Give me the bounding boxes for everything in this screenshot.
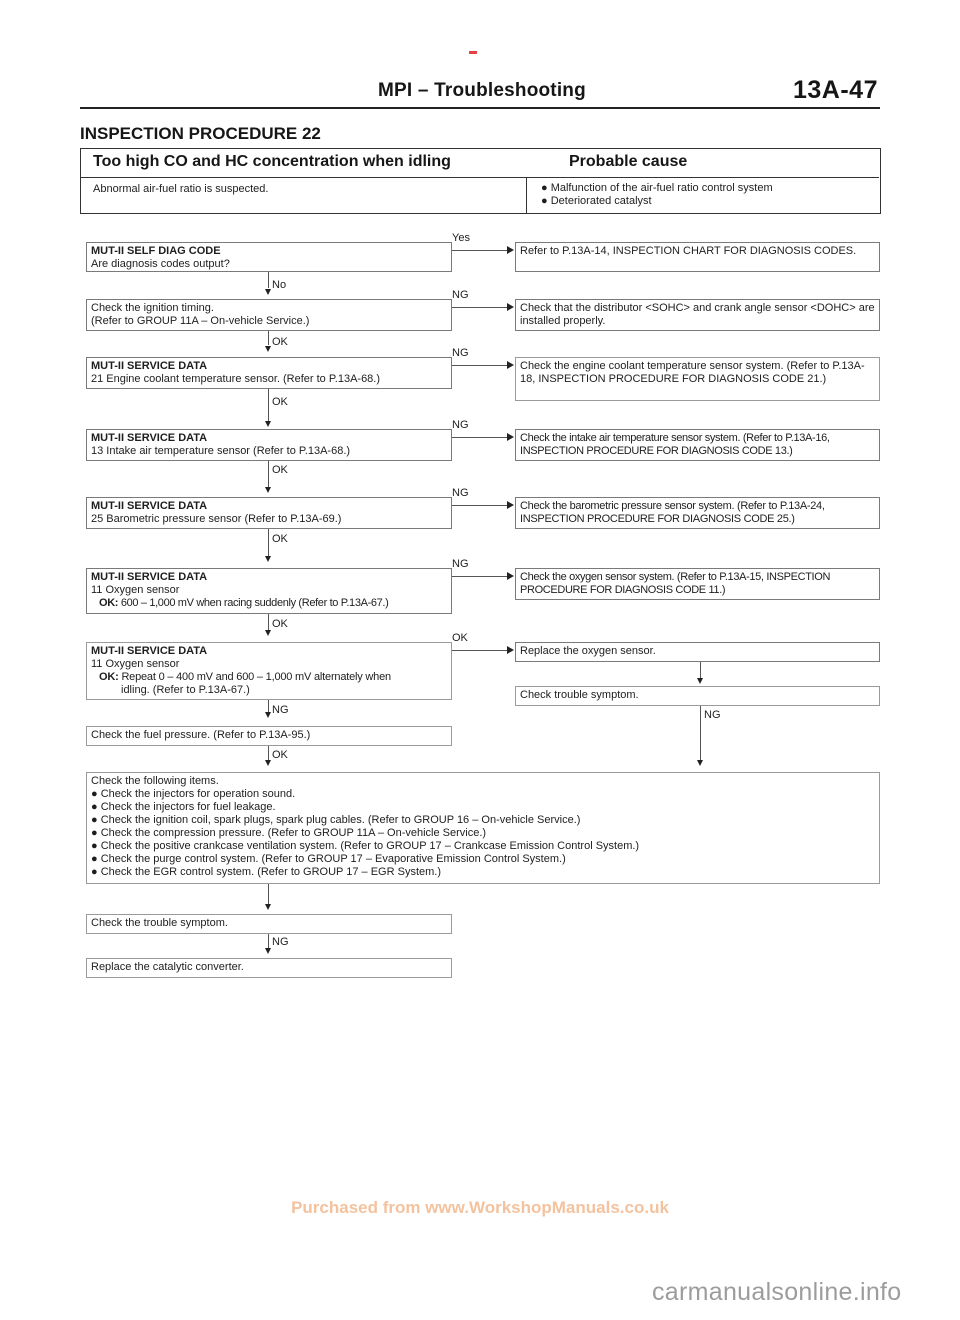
next-label: No — [272, 279, 287, 291]
next-label: NG — [272, 936, 289, 948]
footer-link[interactable]: Purchased from www.WorkshopManuals.co.uk — [291, 1198, 669, 1217]
connector — [700, 706, 701, 760]
flow-box-check-items: Check the following items. ● Check the injectors for operation sound. ● Check the injectors for fuel leakage. ● Check the ignition coil, spark plugs, spark plug cables. (Refer to GROUP 16 – On-vehicle Service.) ● Check the compression pressure. (Refer to GROUP 11A – On-vehicle Service.) ● Check the positive crankcase ventilation system. (Refer to GROUP 17 – Crankcase Emission Control System.) ● Check the purge control system. (Refer to GROUP 17 – Evaporative Emission Control System.) ● Check the EGR control system. (Refer to GROUP 17 – EGR System.) — [86, 772, 880, 884]
flow-box-self-diag: MUT-II SELF DIAG CODE Are diagnosis codes output? — [86, 242, 452, 272]
flow-box-intake-air-sensor: MUT-II SERVICE DATA 13 Intake air temperature sensor (Refer to P.13A-68.) — [86, 429, 452, 461]
check-item: ● Check the compression pressure. (Refer to GROUP 11A – On-vehicle Service.) — [91, 827, 487, 839]
flow-box-oxygen-system: Check the oxygen sensor system. (Refer to P.13A-15, INSPECTION PROCEDURE FOR DIAGNOSIS CODE 11.) — [515, 568, 880, 600]
connector — [268, 331, 269, 345]
connector — [268, 884, 269, 904]
arrow-right-icon — [507, 303, 514, 311]
connector — [268, 389, 269, 421]
arrow-down-icon — [265, 421, 271, 427]
arrow-down-icon — [697, 678, 703, 684]
branch-label: Yes — [452, 232, 470, 244]
arrow-down-icon — [265, 487, 271, 493]
header-rule — [80, 107, 880, 109]
next-label: NG — [704, 709, 721, 721]
arrow-right-icon — [507, 501, 514, 509]
symptom-text: Abnormal air-fuel ratio is suspected. — [93, 183, 269, 195]
connector — [268, 272, 269, 288]
branch-label: NG — [452, 558, 469, 570]
arrow-down-icon — [265, 630, 271, 636]
flow-box-coolant-sensor: MUT-II SERVICE DATA 21 Engine coolant temperature sensor. (Refer to P.13A-68.) — [86, 357, 452, 389]
next-label: OK — [272, 618, 288, 630]
connector — [452, 650, 507, 651]
check-item: ● Check the purge control system. (Refer to GROUP 17 – Evaporative Emission Control System.) — [91, 853, 566, 865]
flow-box-coolant-system: Check the engine coolant temperature sensor system. (Refer to P.13A-18, INSPECTION PROCEDURE FOR DIAGNOSIS CODE 21.) — [515, 357, 880, 401]
flow-box-oxygen-idling: MUT-II SERVICE DATA 11 Oxygen sensor OK: Repeat 0 – 400 mV and 600 – 1,000 mV alternately when idling. (Refer to P.13A-67.) — [86, 642, 452, 700]
arrow-right-icon — [507, 646, 514, 654]
next-label: OK — [272, 749, 288, 761]
check-item: ● Check the injectors for fuel leakage. — [91, 801, 276, 813]
connector — [452, 307, 507, 308]
connector — [268, 700, 269, 712]
connector — [452, 437, 507, 438]
watermark: carmanualsonline.info — [652, 1278, 902, 1306]
flow-box-replace-oxygen: Replace the oxygen sensor. — [515, 642, 880, 662]
next-label: OK — [272, 396, 288, 408]
header-title: MPI – Troubleshooting — [378, 80, 586, 101]
page-number: 13A-47 — [793, 76, 878, 104]
connector — [452, 250, 507, 251]
connector — [452, 365, 507, 366]
next-label: NG — [272, 704, 289, 716]
symptom-table — [80, 148, 881, 214]
flow-box-oxygen-racing: MUT-II SERVICE DATA 11 Oxygen sensor OK: 600 – 1,000 mV when racing suddenly (Refer to P.13A-67.) — [86, 568, 452, 614]
connector — [268, 934, 269, 948]
flow-box-replace-catalytic: Replace the catalytic converter. — [86, 958, 452, 978]
flow-box-barometric-sensor: MUT-II SERVICE DATA 25 Barometric pressure sensor (Refer to P.13A-69.) — [86, 497, 452, 529]
cause-item: ● Deteriorated catalyst — [541, 195, 652, 207]
connector — [268, 529, 269, 556]
check-item: ● Check the injectors for operation sound. — [91, 788, 296, 800]
next-label: OK — [272, 533, 288, 545]
next-label: OK — [272, 336, 288, 348]
connector — [452, 576, 507, 577]
symptom-heading: Too high CO and HC concentration when idling — [93, 153, 451, 170]
arrow-down-icon — [265, 289, 271, 295]
arrow-right-icon — [507, 572, 514, 580]
arrow-down-icon — [265, 346, 271, 352]
connector — [268, 746, 269, 760]
arrow-down-icon — [697, 760, 703, 766]
arrow-down-icon — [265, 556, 271, 562]
flow-box-check-trouble: Check trouble symptom. — [515, 686, 880, 706]
flow-box-intake-air-system: Check the intake air temperature sensor system. (Refer to P.13A-16, INSPECTION PROCEDURE FOR DIAGNOSIS CODE 13.) — [515, 429, 880, 461]
arrow-right-icon — [507, 246, 514, 254]
connector — [452, 505, 507, 506]
cause-item: ● Malfunction of the air-fuel ratio control system — [541, 182, 773, 194]
branch-label: NG — [452, 289, 469, 301]
flow-box-barometric-system: Check the barometric pressure sensor system. (Refer to P.13A-24, INSPECTION PROCEDURE FOR DIAGNOSIS CODE 25.) — [515, 497, 880, 529]
branch-label: NG — [452, 347, 469, 359]
flow-box-distributor: Check that the distributor <SOHC> and crank angle sensor <DOHC> are installed properly. — [515, 299, 880, 331]
arrow-down-icon — [265, 948, 271, 954]
table-divider-h — [81, 177, 879, 178]
branch-label: NG — [452, 419, 469, 431]
check-item: ● Check the positive crankcase ventilation system. (Refer to GROUP 17 – Crankcase Emission Control System.) — [91, 840, 640, 852]
connector — [268, 461, 269, 487]
procedure-title: INSPECTION PROCEDURE 22 — [80, 124, 321, 143]
cause-heading: Probable cause — [569, 153, 688, 170]
connector — [700, 662, 701, 678]
check-item: ● Check the EGR control system. (Refer to GROUP 17 – EGR System.) — [91, 866, 441, 878]
branch-label: OK — [452, 632, 468, 644]
table-divider-v — [526, 177, 527, 213]
branch-label: NG — [452, 487, 469, 499]
check-item: ● Check the ignition coil, spark plugs, spark plug cables. (Refer to GROUP 16 – On-vehicle Service.) — [91, 814, 581, 826]
flow-box-ignition-timing: Check the ignition timing. (Refer to GROUP 11A – On-vehicle Service.) — [86, 299, 452, 331]
arrow-down-icon — [265, 760, 271, 766]
arrow-down-icon — [265, 904, 271, 910]
flow-box-check-trouble-symptom: Check the trouble symptom. — [86, 914, 452, 934]
next-label: OK — [272, 464, 288, 476]
arrow-right-icon — [507, 433, 514, 441]
flow-box-fuel-pressure: Check the fuel pressure. (Refer to P.13A-95.) — [86, 726, 452, 746]
flow-box-diag-codes: Refer to P.13A-14, INSPECTION CHART FOR DIAGNOSIS CODES. — [515, 242, 880, 272]
top-mark — [469, 51, 477, 54]
connector — [268, 614, 269, 630]
arrow-down-icon — [265, 712, 271, 718]
arrow-right-icon — [507, 361, 514, 369]
